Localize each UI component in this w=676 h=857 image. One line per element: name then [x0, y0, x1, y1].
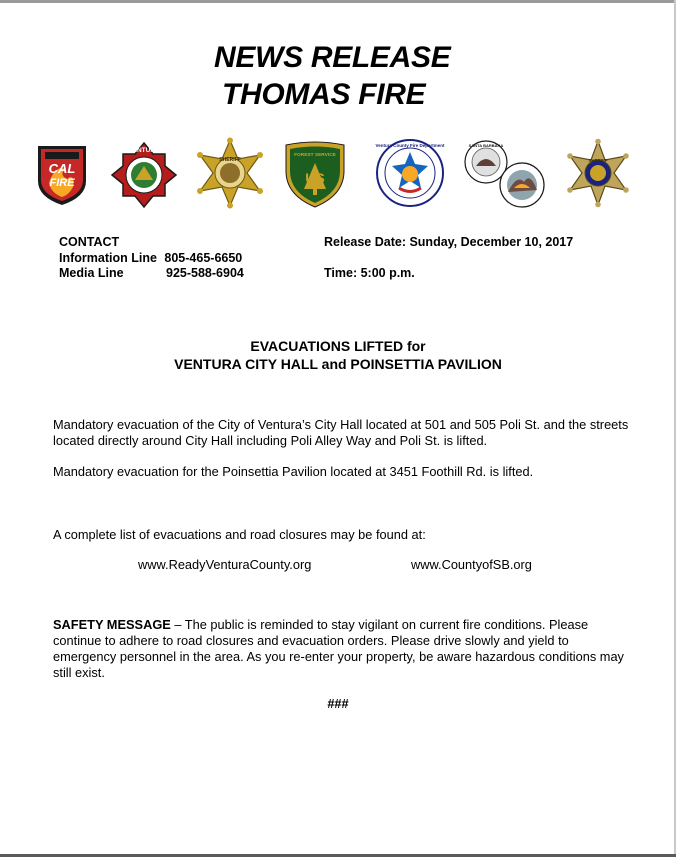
contact-label: CONTACT: [59, 235, 120, 249]
end-mark: ###: [327, 696, 349, 711]
information-line-number: 805-465-6650: [164, 250, 243, 265]
santa-barbara-sheriff-logo: [194, 137, 266, 209]
headline: [0, 337, 676, 373]
media-line-label: Media Line: [59, 266, 124, 280]
paragraph-list-intro: A complete list of evacuations and road closures may be found at:: [53, 527, 426, 542]
information-line-row: [59, 251, 242, 267]
cal-fire-logo: [35, 143, 89, 207]
release-time: Time: 5:00 p.m.: [324, 266, 415, 280]
ventura-fire-logo: [109, 140, 179, 210]
safety-message-text: – The public is reminded to stay vigilant on current fire conditions. Please continue to adhere to road closures and evacuation orders. Please drive slowly and yield to emergency personnel in the area. As you re-enter your property, be aware hazardous conditions may still exist.: [53, 617, 624, 680]
link-county-of-sb[interactable]: www.CountyofSB.org: [411, 557, 532, 572]
safety-message: [53, 617, 633, 681]
release-date: Release Date: Sunday, December 10, 2017: [324, 235, 574, 249]
state-sheriff-logo-text: SHERIFF: [588, 158, 608, 163]
page-border-top: [0, 0, 676, 3]
headline-line1: EVACUATIONS LIFTED for: [250, 338, 426, 354]
state-sheriff-star-logo: [565, 138, 631, 208]
title-news-release: NEWS RELEASE: [214, 41, 451, 74]
paragraph-poinsettia: Mandatory evacuation for the Poinsettia Pavilion located at 3451 Foothill Rd. is lifted.: [53, 464, 534, 479]
ventura-fire-logo-text: VENTURA: [128, 147, 160, 154]
cal-fire-logo-text: CAL: [48, 161, 76, 176]
contact-block: [59, 235, 242, 282]
cal-fire-logo-subtext: FIRE: [49, 177, 75, 189]
forest-service-logo-text: FOREST SERVICE: [294, 153, 336, 158]
headline-line2: VENTURA CITY HALL and POINSETTIA PAVILION: [174, 356, 502, 372]
forest-service-logo: [283, 141, 347, 209]
information-line-label: Information Line: [59, 250, 157, 265]
ventura-county-fire-logo: [375, 138, 445, 208]
ventura-county-fire-logo-text: Ventura County Fire Department: [375, 143, 445, 148]
paragraph-city-hall: Mandatory evacuation of the City of Ventura’s City Hall located at 501 and 505 Poli St. and the streets located directly around City Hall including Poli Alley Way and Poli St. is lifted.: [53, 417, 629, 448]
santa-barbara-logo-text: SANTA BARBARA: [468, 143, 504, 148]
sheriff-logo-text: SHERIFF: [219, 157, 241, 163]
forest-service-logo-letters: US: [305, 170, 325, 186]
santa-barbara-county-fire-logo: [462, 140, 548, 210]
safety-message-label: SAFETY MESSAGE: [53, 617, 171, 632]
link-ready-ventura-county[interactable]: www.ReadyVenturaCounty.org: [138, 557, 312, 572]
media-line-number: 925-588-6904: [166, 266, 244, 280]
media-line-row: [59, 266, 242, 282]
title-thomas-fire: THOMAS FIRE: [222, 78, 426, 111]
